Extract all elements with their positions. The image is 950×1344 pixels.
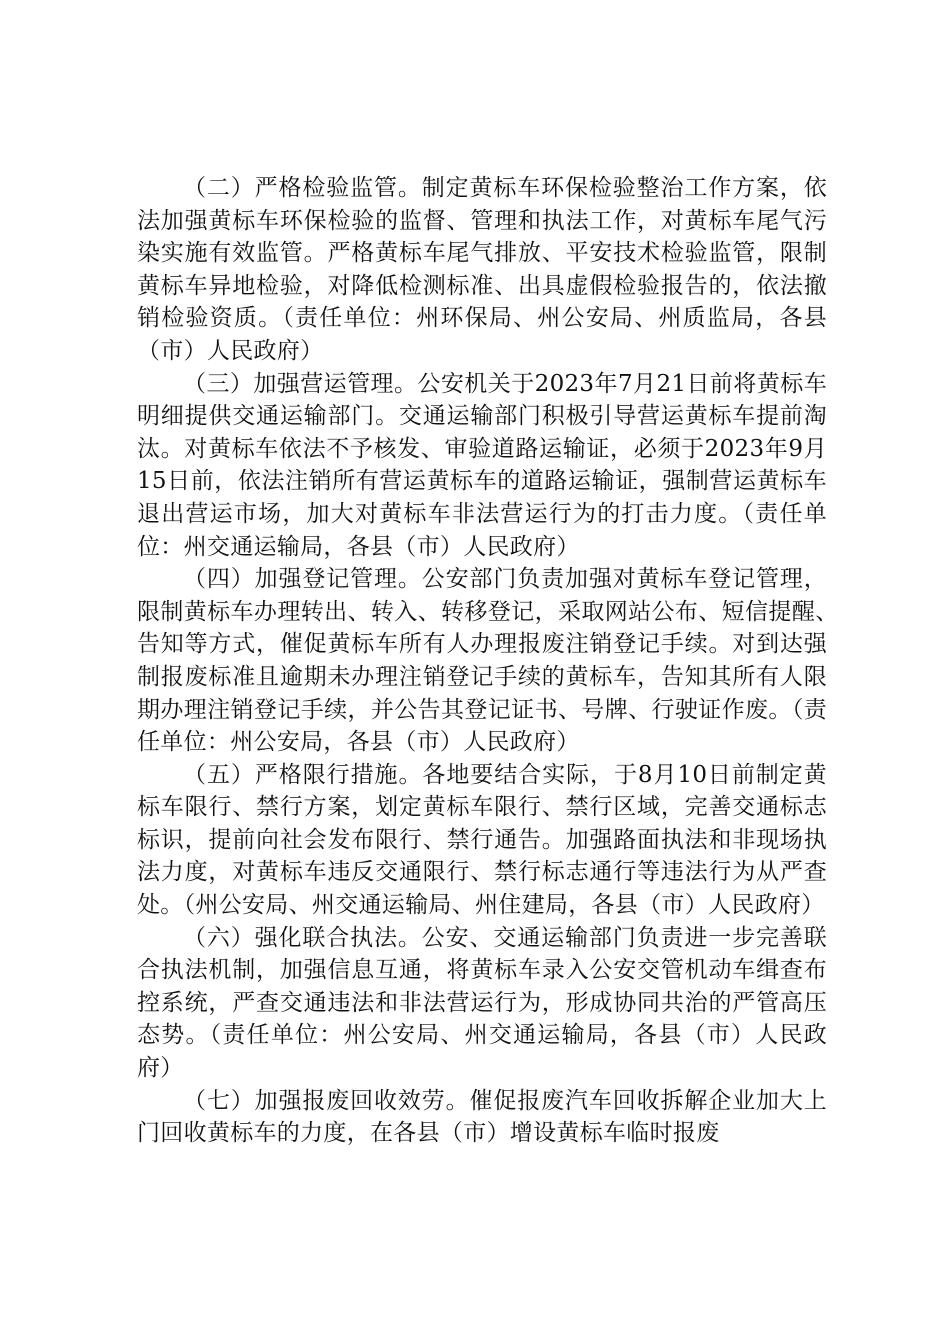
paragraph-traffic-restriction: （五）严格限行措施。各地要结合实际，于8月10日前制定黄标车限行、禁行方案，划定黄标车限行、禁行区域，完善交通标志标识，提前向社会发布限行、禁行通告。加强路面执法和非现场执法力度，对黄标车违反交通限行、禁行标志通行等违法行为从严查处。（州公安局、州交通运输局、州住建局，各县（市）人民政府） xyxy=(137,761,827,919)
paragraph-operation-management: （三）加强营运管理。公安机关于2023年7月21日前将黄标车明细提供交通运输部门。交通运输部门积极引导营运黄标车提前淘汰。对黄标车依法不予核发、审验道路运输证，必须于2023年9月15日前，依法注销所有营运黄标车的道路运输证，强制营运黄标车退出营运市场，加大对黄标车非法营运行为的打击力度。（责任单位：州交通运输局，各县（市）人民政府） xyxy=(137,370,827,560)
paragraph-registration-management: （四）加强登记管理。公安部门负责加强对黄标车登记管理，限制黄标车办理转出、转入、转移登记，采取网站公布、短信提醒、 告知等方式，催促黄标车所有人办理报废注销登记手续。对到达强制报废标准且逾期未办理注销登记手续的黄标车，告知其所有人限期办理注销登记手续，并公告其登记证书、号牌、行驶证作废。（责任单位：州公安局，各县（市）人民政府） xyxy=(137,566,851,756)
paragraph-scrap-recycling: （七）加强报废回收效劳。催促报废汽车回收拆解企业加大上门回收黄标车的力度，在各县（市）增设黄标车临时报废 xyxy=(137,1087,827,1147)
paragraph-inspection-supervision: （二）严格检验监管。制定黄标车环保检验整治工作方案，依法加强黄标车环保检验的监督、管理和执法工作，对黄标车尾气污染实施有效监管。严格黄标车尾气排放、平安技术检验监管，限制黄标车异地检验，对降低检测标准、出具虚假检验报告的，依法撤销检验资质。（责任单位：州环保局、州公安局、州质监局，各县（市）人民政府） xyxy=(137,175,827,364)
document-body xyxy=(137,172,851,1150)
paragraph-joint-enforcement: （六）强化联合执法。公安、交通运输部门负责进一步完善联合执法机制，加强信息互通，将黄标车录入公安交管机动车缉查布控系统，严查交通违法和非法营运行为，形成协同共治的严管高压态势。（责任单位：州公安局、州交通运输局，各县（市）人民政府） xyxy=(137,924,827,1082)
